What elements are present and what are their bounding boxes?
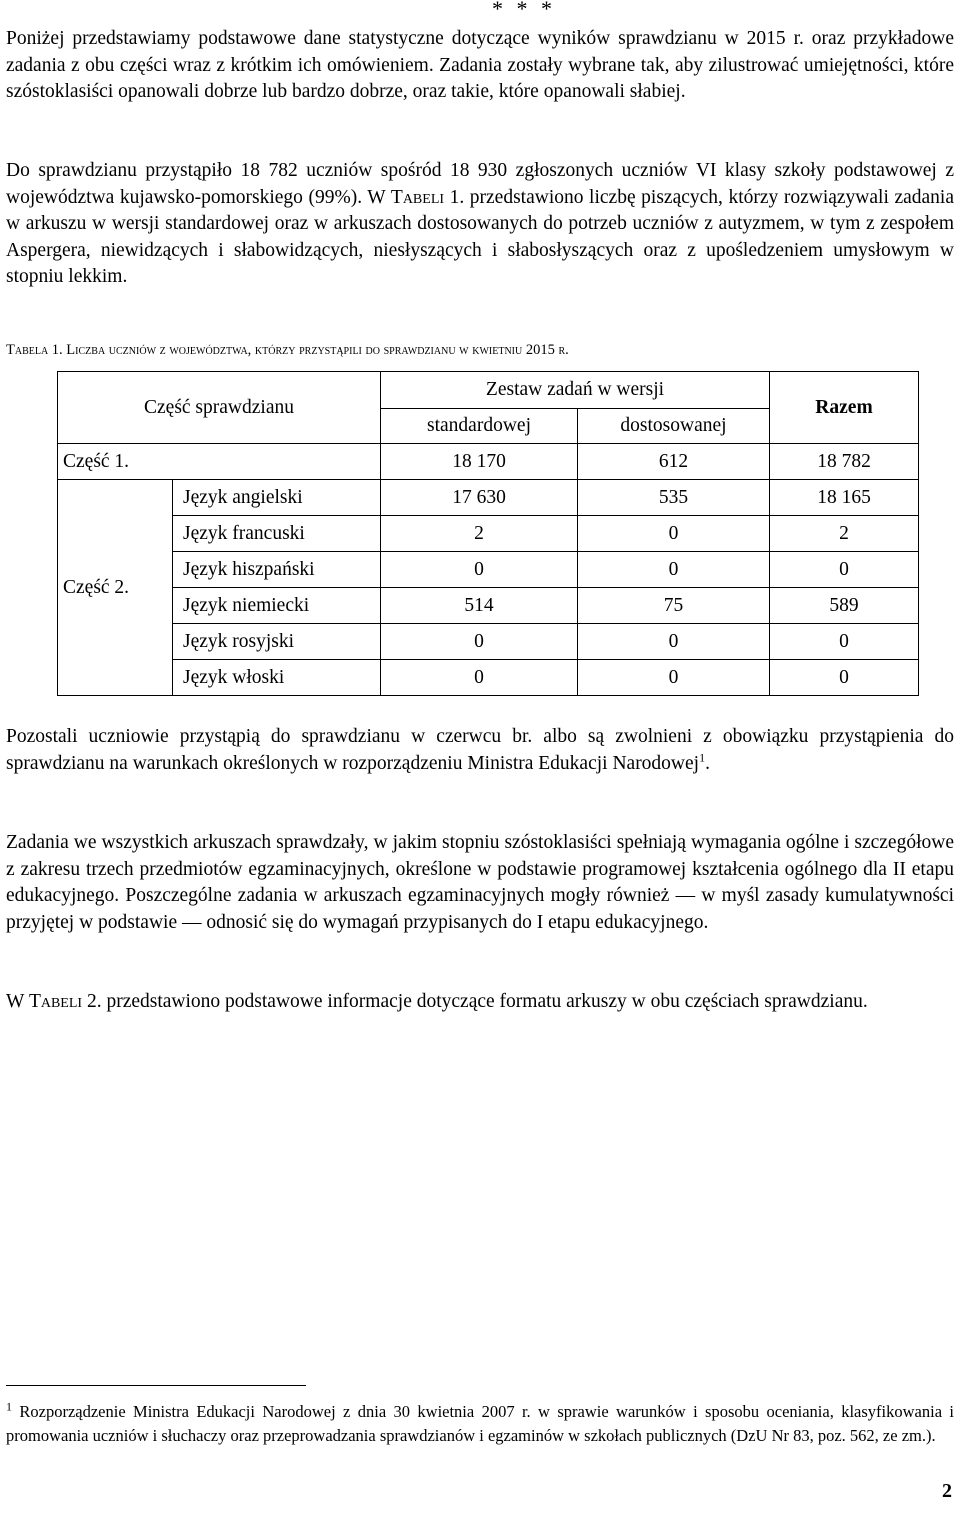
participation-text-b: przedstawiono liczbę piszących, którzy rozwiązywali zadania w arkuszu w wersji standardowej oraz w arkuszach dostosowanych do potrzeb uczniów z autyzmem, w tym z zespołem Aspergera, niewidzących i słabowidzących, niesłyszących i słabosłyszących oraz z upośledzeniem umysłowym w stopniu lekkim. — [6, 186, 954, 287]
section-separator: * * * — [492, 0, 556, 21]
language-adapted: 75 — [578, 588, 770, 624]
part1-adapted: 612 — [578, 444, 770, 480]
table-row — [58, 552, 919, 588]
table-header-row — [58, 372, 919, 409]
footnote-text: Rozporządzenie Ministra Edukacji Narodowej z dnia 30 kwietnia 2007 r. w sprawie warunków i sposobu oceniania, klasyfikowania i promowania uczniów i słuchaczy oraz przeprowadzania sprawdzianów i egzaminów w szkołach publicznych (DzU Nr 83, poz. 562, ze zm.). — [6, 1402, 954, 1445]
intro-paragraph: Poniżej przedstawiamy podstawowe dane statystyczne dotyczące wyników sprawdzianu w 2015 r. oraz przykładowe zadania z obu części wraz z krótkim ich omówieniem. Zadania zostały wybrane tak, aby zilustrować umiejętności, które szóstoklasiści opanowali dobrze lub bardzo dobrze, oraz takie, które opanowali słabiej. — [6, 28, 954, 102]
participation-text-a: Do sprawdzianu przystąpiło 18 782 uczniów spośród 18 930 zgłoszonych uczniów VI klasy szkoły podstawowej z województwa kujawsko-pomorskiego (99%). W — [6, 160, 954, 208]
table2-reference: Tabeli 2. — [28, 991, 102, 1012]
table-row — [58, 588, 919, 624]
language-total: 18 165 — [770, 480, 919, 516]
language-total: 0 — [770, 624, 919, 660]
part2-label: Część 2. — [58, 480, 173, 696]
language-name: Język rosyjski — [173, 624, 381, 660]
header-set: Zestaw zadań w wersji — [381, 372, 770, 409]
language-name: Język niemiecki — [173, 588, 381, 624]
language-adapted: 0 — [578, 624, 770, 660]
tasks-paragraph: Zadania we wszystkich arkuszach sprawdzały, w jakim stopniu szóstoklasiści spełniają wymagania ogólne i szczegółowe z zakresu trzech przedmiotów egzaminacyjnych, określone w podstawie programowej kształcenia ogólnego dla II etapu edukacyjnego. Poszczególne zadania w arkuszach egzaminacyjnych mogły również — w myśl zasady kumulatywności przyjętej w podstawie — odnosić się do wymagań przypisanych do I etapu edukacyjnego. — [6, 832, 954, 933]
header-standard: standardowej — [381, 409, 578, 444]
part1-label: Część 1. — [58, 444, 381, 480]
footnote-separator — [6, 1385, 306, 1386]
language-name: Język francuski — [173, 516, 381, 552]
remaining-text: Pozostali uczniowie przystąpią do sprawdzianu w czerwcu br. albo są zwolnieni z obowiązku przystąpienia do sprawdzianu na warunkach określonych w rozporządzeniu Ministra Edukacji Narodowej — [6, 726, 954, 774]
language-standard: 0 — [381, 660, 578, 696]
language-standard: 0 — [381, 552, 578, 588]
language-standard: 2 — [381, 516, 578, 552]
language-total: 589 — [770, 588, 919, 624]
remaining-end: . — [705, 752, 710, 774]
part1-total: 18 782 — [770, 444, 919, 480]
language-standard: 17 630 — [381, 480, 578, 516]
remaining-students-paragraph — [6, 724, 954, 777]
table1-caption: Tabela 1. Liczba uczniów z województwa, którzy przystąpili do sprawdzianu w kwietniu 2015 r. — [6, 342, 569, 358]
footnote-number: 1 — [6, 1399, 12, 1414]
table-row — [58, 516, 919, 552]
language-adapted: 535 — [578, 480, 770, 516]
language-total: 0 — [770, 552, 919, 588]
language-adapted: 0 — [578, 516, 770, 552]
language-adapted: 0 — [578, 660, 770, 696]
table2-prefix: W — [6, 991, 29, 1012]
language-name: Język hiszpański — [173, 552, 381, 588]
header-part: Część sprawdzianu — [58, 372, 381, 444]
language-standard: 514 — [381, 588, 578, 624]
language-name: Język włoski — [173, 660, 381, 696]
language-standard: 0 — [381, 624, 578, 660]
table-row — [58, 444, 919, 480]
language-total: 0 — [770, 660, 919, 696]
language-name: Język angielski — [173, 480, 381, 516]
part1-standard: 18 170 — [381, 444, 578, 480]
language-adapted: 0 — [578, 552, 770, 588]
table1-reference: Tabeli 1. — [390, 186, 465, 208]
language-total: 2 — [770, 516, 919, 552]
table2-reference-paragraph — [6, 989, 954, 1016]
page-number: 2 — [942, 1480, 952, 1502]
table-row — [58, 660, 919, 696]
table-row — [58, 624, 919, 660]
header-total: Razem — [770, 372, 919, 444]
document-page — [6, 0, 954, 1513]
table1 — [57, 371, 919, 696]
footnote-marker[interactable]: 1 — [699, 750, 706, 764]
table-row — [58, 480, 919, 516]
header-adapted: dostosowanej — [578, 409, 770, 444]
participation-paragraph — [6, 158, 954, 291]
table2-rest: przedstawiono podstawowe informacje dotyczące formatu arkuszy w obu częściach sprawdzianu. — [101, 991, 868, 1012]
footnote — [6, 1400, 954, 1448]
